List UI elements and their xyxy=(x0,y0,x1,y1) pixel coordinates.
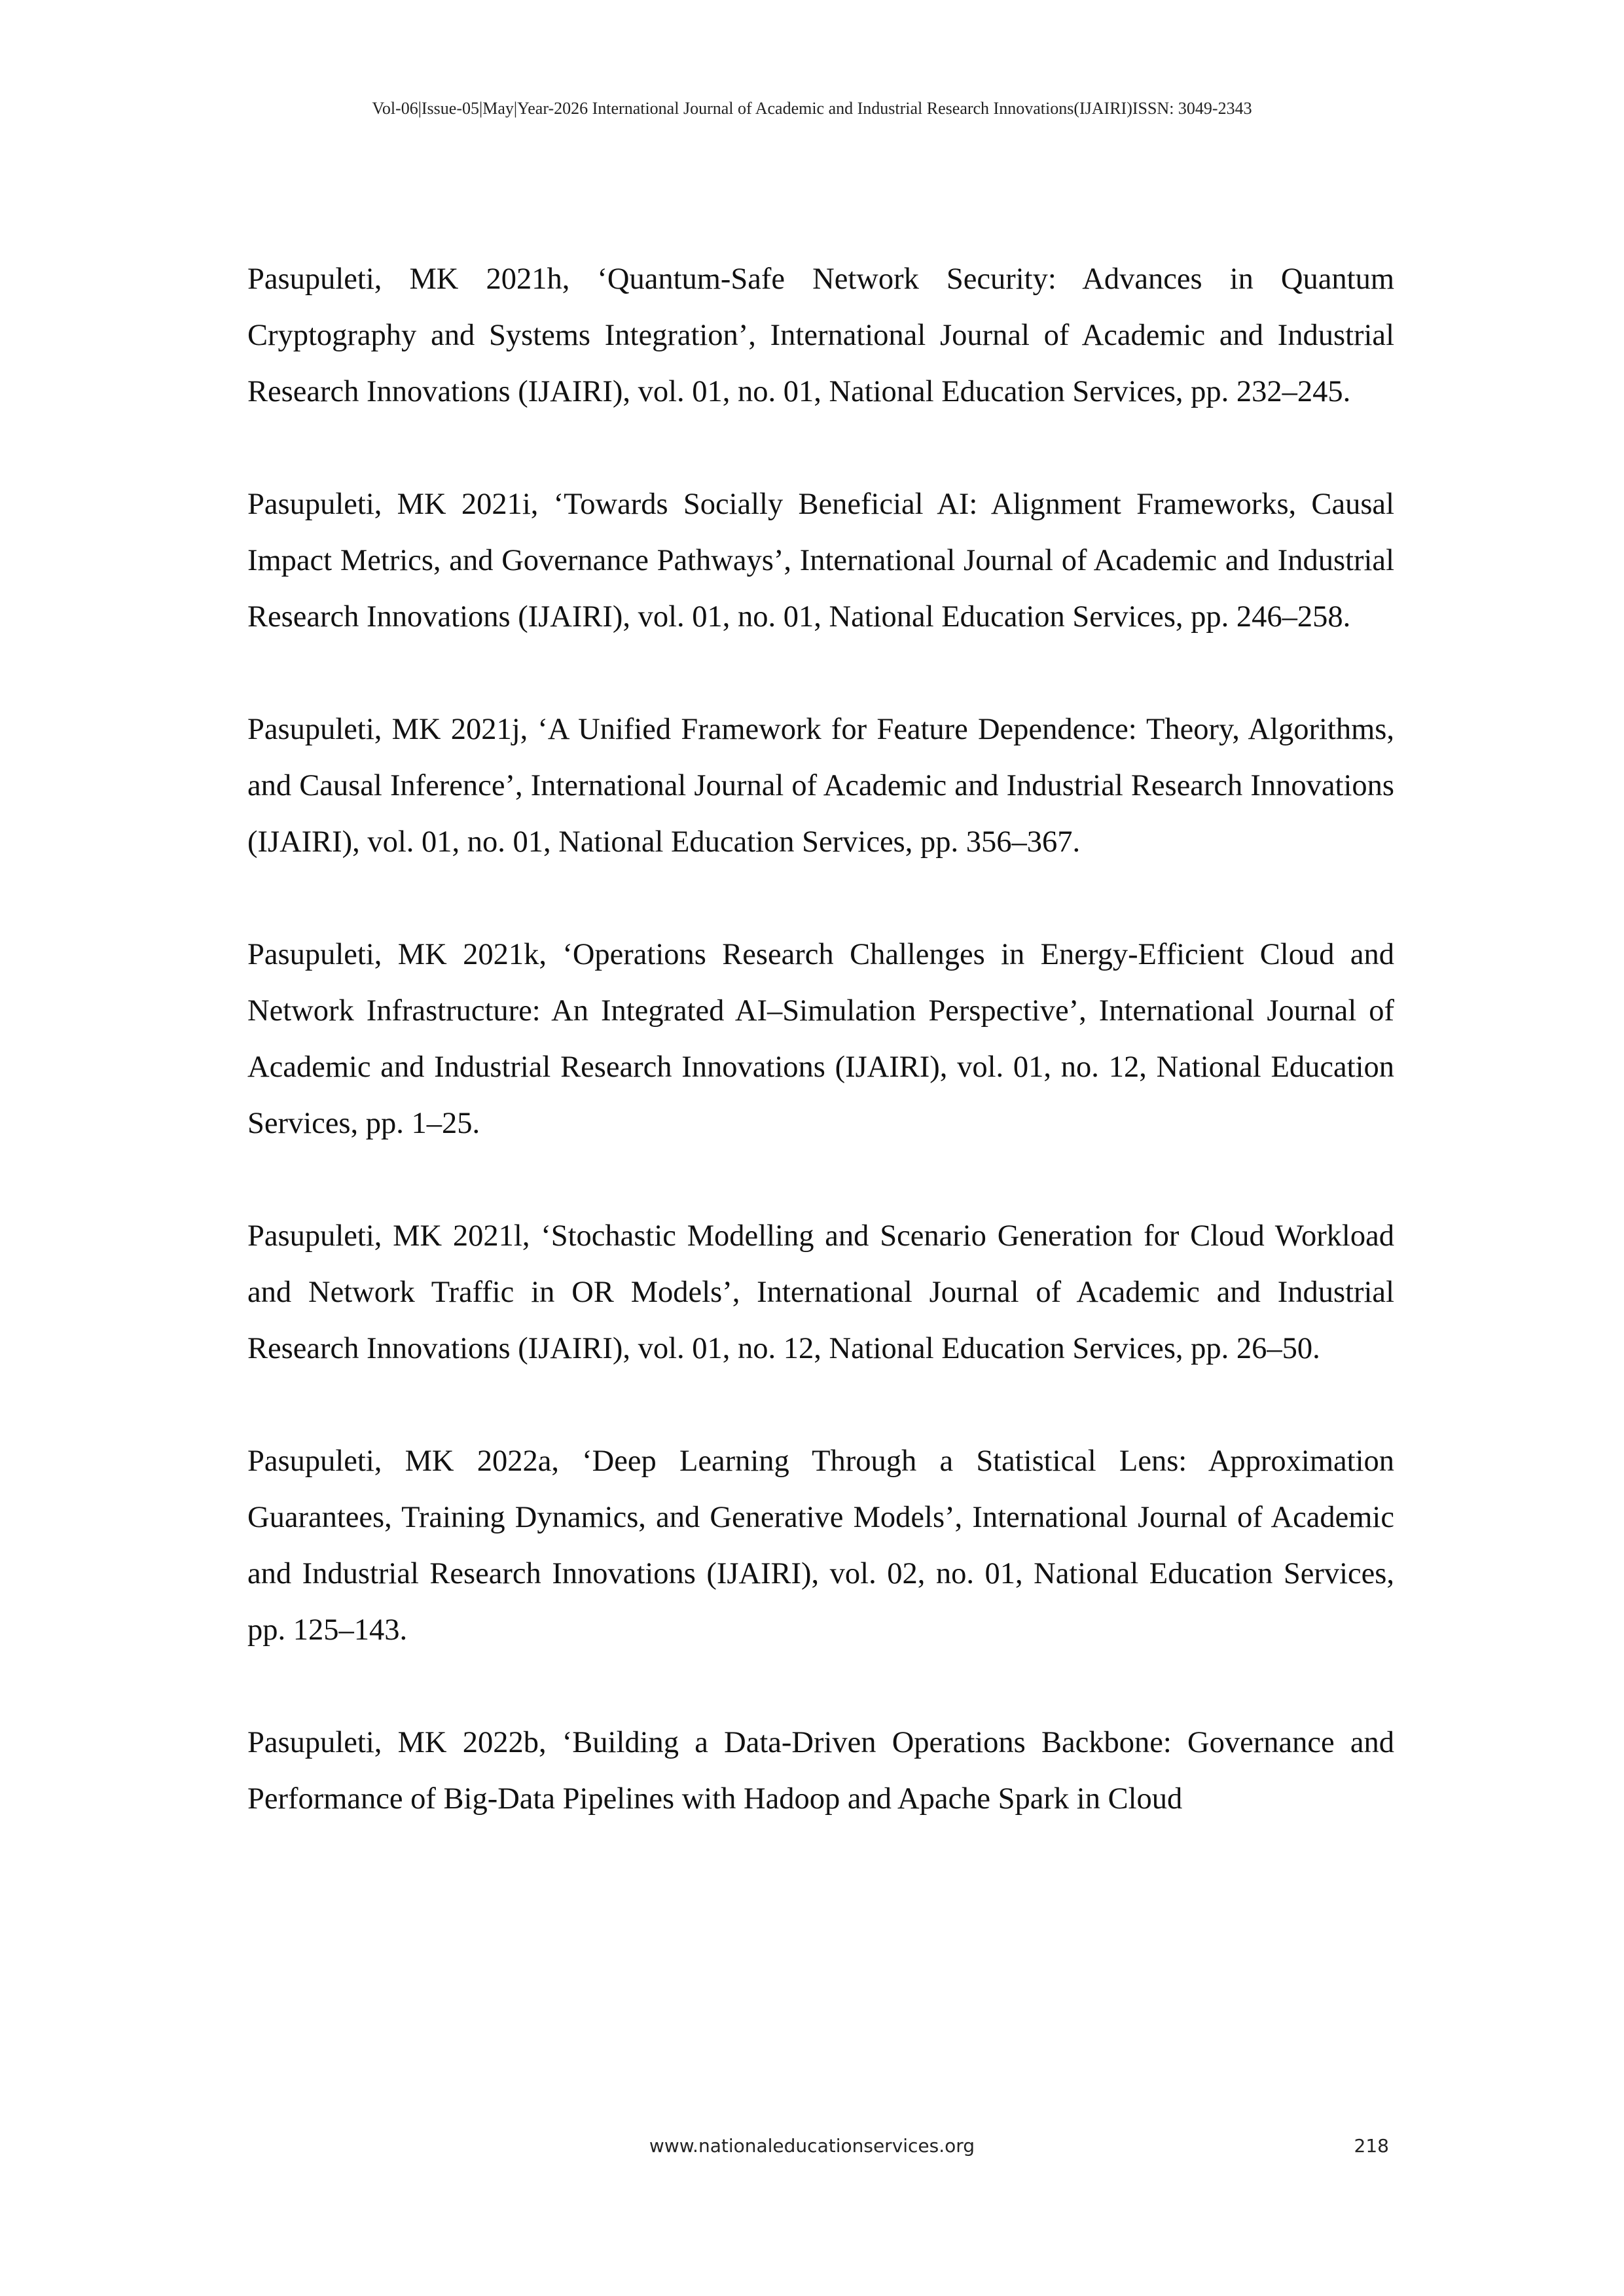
reference-entry-2022a: Pasupuleti, MK 2022a, ‘Deep Learning Through a Statistical Lens: Approximation Guarantees, Training Dynamics, and Generative Models’, International Journal of Academic and Industrial Research Innovations (IJAIRI), vol. 02, no. 01, National Education Services, pp. 125–143. xyxy=(247,1444,1394,1647)
reference-list xyxy=(247,251,1394,1884)
page-number: 218 xyxy=(1354,2135,1389,2157)
reference-entry-2021j: Pasupuleti, MK 2021j, ‘A Unified Framework for Feature Dependence: Theory, Algorithms, and Causal Inference’, International Journal of Academic and Industrial Research Innovations (IJAIRI), vol. 01, no. 01, National Education Services, pp. 356–367. xyxy=(247,713,1394,859)
reference-entry-2021k: Pasupuleti, MK 2021k, ‘Operations Research Challenges in Energy-Efficient Cloud and Network Infrastructure: An Integrated AI–Simulation Perspective’, International Journal of Academic and Industrial Research Innovations (IJAIRI), vol. 01, no. 12, National Education Services, pp. 1–25. xyxy=(247,938,1394,1140)
reference-entry-2021h: Pasupuleti, MK 2021h, ‘Quantum-Safe Network Security: Advances in Quantum Cryptography and Systems Integration’, International Journal of Academic and Industrial Research Innovations (IJAIRI), vol. 01, no. 01, National Education Services, pp. 232–245. xyxy=(247,262,1394,408)
reference-entry-2022b: Pasupuleti, MK 2022b, ‘Building a Data-Driven Operations Backbone: Governance and Performance of Big-Data Pipelines with Hadoop and Apache Spark in Cloud xyxy=(247,1726,1394,1816)
footer-website-url: www.nationaleducationservices.org xyxy=(649,2135,975,2157)
running-header: Vol-06|Issue-05|May|Year-2026 International Journal of Academic and Industrial Research Innovations(IJAIRI)ISSN: 3049-2343 xyxy=(372,99,1252,118)
reference-entry-2021i: Pasupuleti, MK 2021i, ‘Towards Socially Beneficial AI: Alignment Frameworks, Causal Impact Metrics, and Governance Pathways’, International Journal of Academic and Industrial Research Innovations (IJAIRI), vol. 01, no. 01, National Education Services, pp. 246–258. xyxy=(247,488,1394,634)
reference-entry-2021l: Pasupuleti, MK 2021l, ‘Stochastic Modelling and Scenario Generation for Cloud Workload and Network Traffic in OR Models’, International Journal of Academic and Industrial Research Innovations (IJAIRI), vol. 01, no. 12, National Education Services, pp. 26–50. xyxy=(247,1219,1394,1365)
